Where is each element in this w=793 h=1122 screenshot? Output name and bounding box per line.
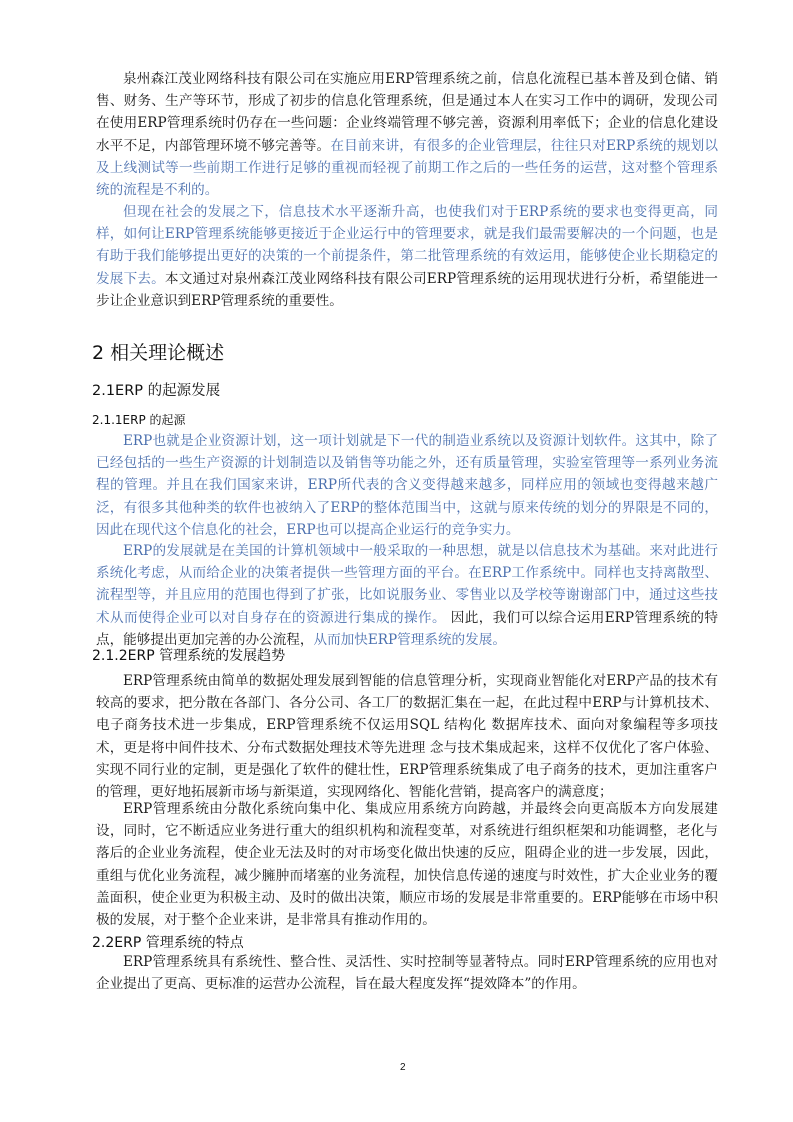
section-heading-2-1: 2.1ERP 的起源发展 [92, 383, 221, 399]
paragraph-erp-origin: ERP也就是企业资源计划，这一项计划就是下一代的制造业系统以及资源计划软件。这其中，除了已经包括的一些生产资源的计划制造以及销售等功能之外，还有质量管理，实验室管理等一系列业务流程的管理。并且在我们国家来讲，ERP所代表的含义变得越来越多，同样应用的领域也变得越来越广泛，有很多其他种类的软件也被纳入了ERP的整体范围当中，这就与原来传统的划分的界限是不同的，因此在现代这个信息化的社会，ERP也可以提高企业运行的竞争实力。 [96, 433, 718, 538]
section-heading-2: 2 相关理论概述 [92, 342, 225, 364]
paragraph-erp-growth [96, 540, 718, 651]
paragraph-trend-1: ERP管理系统由简单的数据处理发展到智能的信息管理分析，实现商业智能化对ERP产品的技术有较高的要求，把分散在各部门、各分公司、各工厂的数据汇集在一起，在此过程中ERP与计算机技术、电子商务技术进一步集成，ERP管理系统不仅运用SQL 结构化 数据库技术、面向对象编程等多项技术，更是将中间件技术、分布式数据处理技术等先进理 念与技术集成起来，这样不仅优化了客户体验、实现不同行业的定制，更是强化了软件的健壮性，ERP管理系统集成了电子商务的技术，更加注重客户的管理，更好地拓展新市场与新渠道，实现网络化、智能化营销，提高客户的满意度； [96, 673, 718, 801]
paragraph-intro-text: 泉州森江茂业网络科技有限公司在实施应用ERP管理系统之前，信息化流程已基本普及到仓储、销售、财务、生产等环节，形成了初步的信息化管理系统，但是通过本人在实习工作中的调研，发现公司在使用ERP管理系统时仍存在一些问题：企业终端管理不够完善，资源利用率低下；企业的信息化建设水平不足，内部管理环境不够完善等。 [96, 71, 718, 154]
section-heading-2-2: 2.2ERP 管理系统的特点 [92, 935, 244, 951]
paragraph-erp-growth-conclusion: 因此，我们可以综合运用ERP管理系统的特点，能够提出更加完善的办公流程， [96, 609, 719, 648]
section-heading-2-1-2: 2.1.2ERP 管理系统的发展趋势 [92, 648, 286, 664]
paragraph-trend-2: ERP管理系统由分散化系统向集中化、集成应用系统方向跨越，并最终会向更高版本方向发展建设，同时，它不断适应业务进行重大的组织机构和流程变革，对系统进行组织框架和功能调整，老化与落后的企业业务流程，使企业无法及时的对市场变化做出快速的反应，阻碍企业的进一步发展，因此，重组与优化业务流程，减少臃肿而堵塞的业务流程，加快信息传递的速度与时效性，扩大企业业务的覆盖面积，使企业更为积极主动、及时的做出决策，顺应市场的发展是非常重要的。ERP能够在市场中积极的发展，对于整个企业来讲，是非常具有推动作用的。 [96, 801, 718, 929]
paragraph-development [96, 201, 718, 312]
paragraph-features: ERP管理系统具有系统性、整合性、灵活性、实时控制等显著特点。同时ERP管理系统的应用也对企业提出了更高、更标准的运营办公流程，旨在最大程度发挥“提效降本”的作用。 [96, 954, 718, 993]
section-heading-2-1-1: 2.1.1ERP 的起源 [92, 413, 186, 427]
paragraph-intro-highlight: 在目前来讲，有很多的企业管理层，往往只对ERP系统的规划以及上线测试等一些前期工作进行足够的重视而轻视了前期工作之后的一些任务的运营，这对整个管理系统的流程是不利的。 [96, 137, 719, 199]
paragraph-development-purpose: 本文通过对泉州森江茂业网络科技有限公司ERP管理系统的运用现状进行分析，希望能进一步让企业意识到ERP管理系统的重要性。 [96, 270, 718, 309]
page-number: 2 [400, 1062, 406, 1073]
paragraph-development-text: 但现在社会的发展之下，信息技术水平逐渐升高，也使我们对于ERP系统的要求也变得更高，同样，如何让ERP管理系统能够更接近于企业运行中的管理要求，就是我们最需要解决的一个问题，也是有助于我们能够提出更好的决策的一个前提条件，第二批管理系统的有效运用，能够使企业长期稳定的发展下去。 [96, 204, 718, 287]
paragraph-erp-growth-tail: 从而加快ERP管理系统的发展。 [313, 631, 506, 648]
paragraph-intro [96, 68, 718, 201]
paragraph-erp-growth-text: ERP的发展就是在美国的计算机领域中一般采取的一种思想，就是以信息技术为基础。来对此进行系统化考虑，从而给企业的决策者提供一些管理方面的平台。在ERP工作系统中。同样也支持离散型、流程型等，并且应用的范围也得到了扩张，比如说服务业、零售业以及学校等谢谢部门中，通过这些技术从而使得企业可以对自身存在的资源进行集成的操作。 [96, 543, 718, 626]
